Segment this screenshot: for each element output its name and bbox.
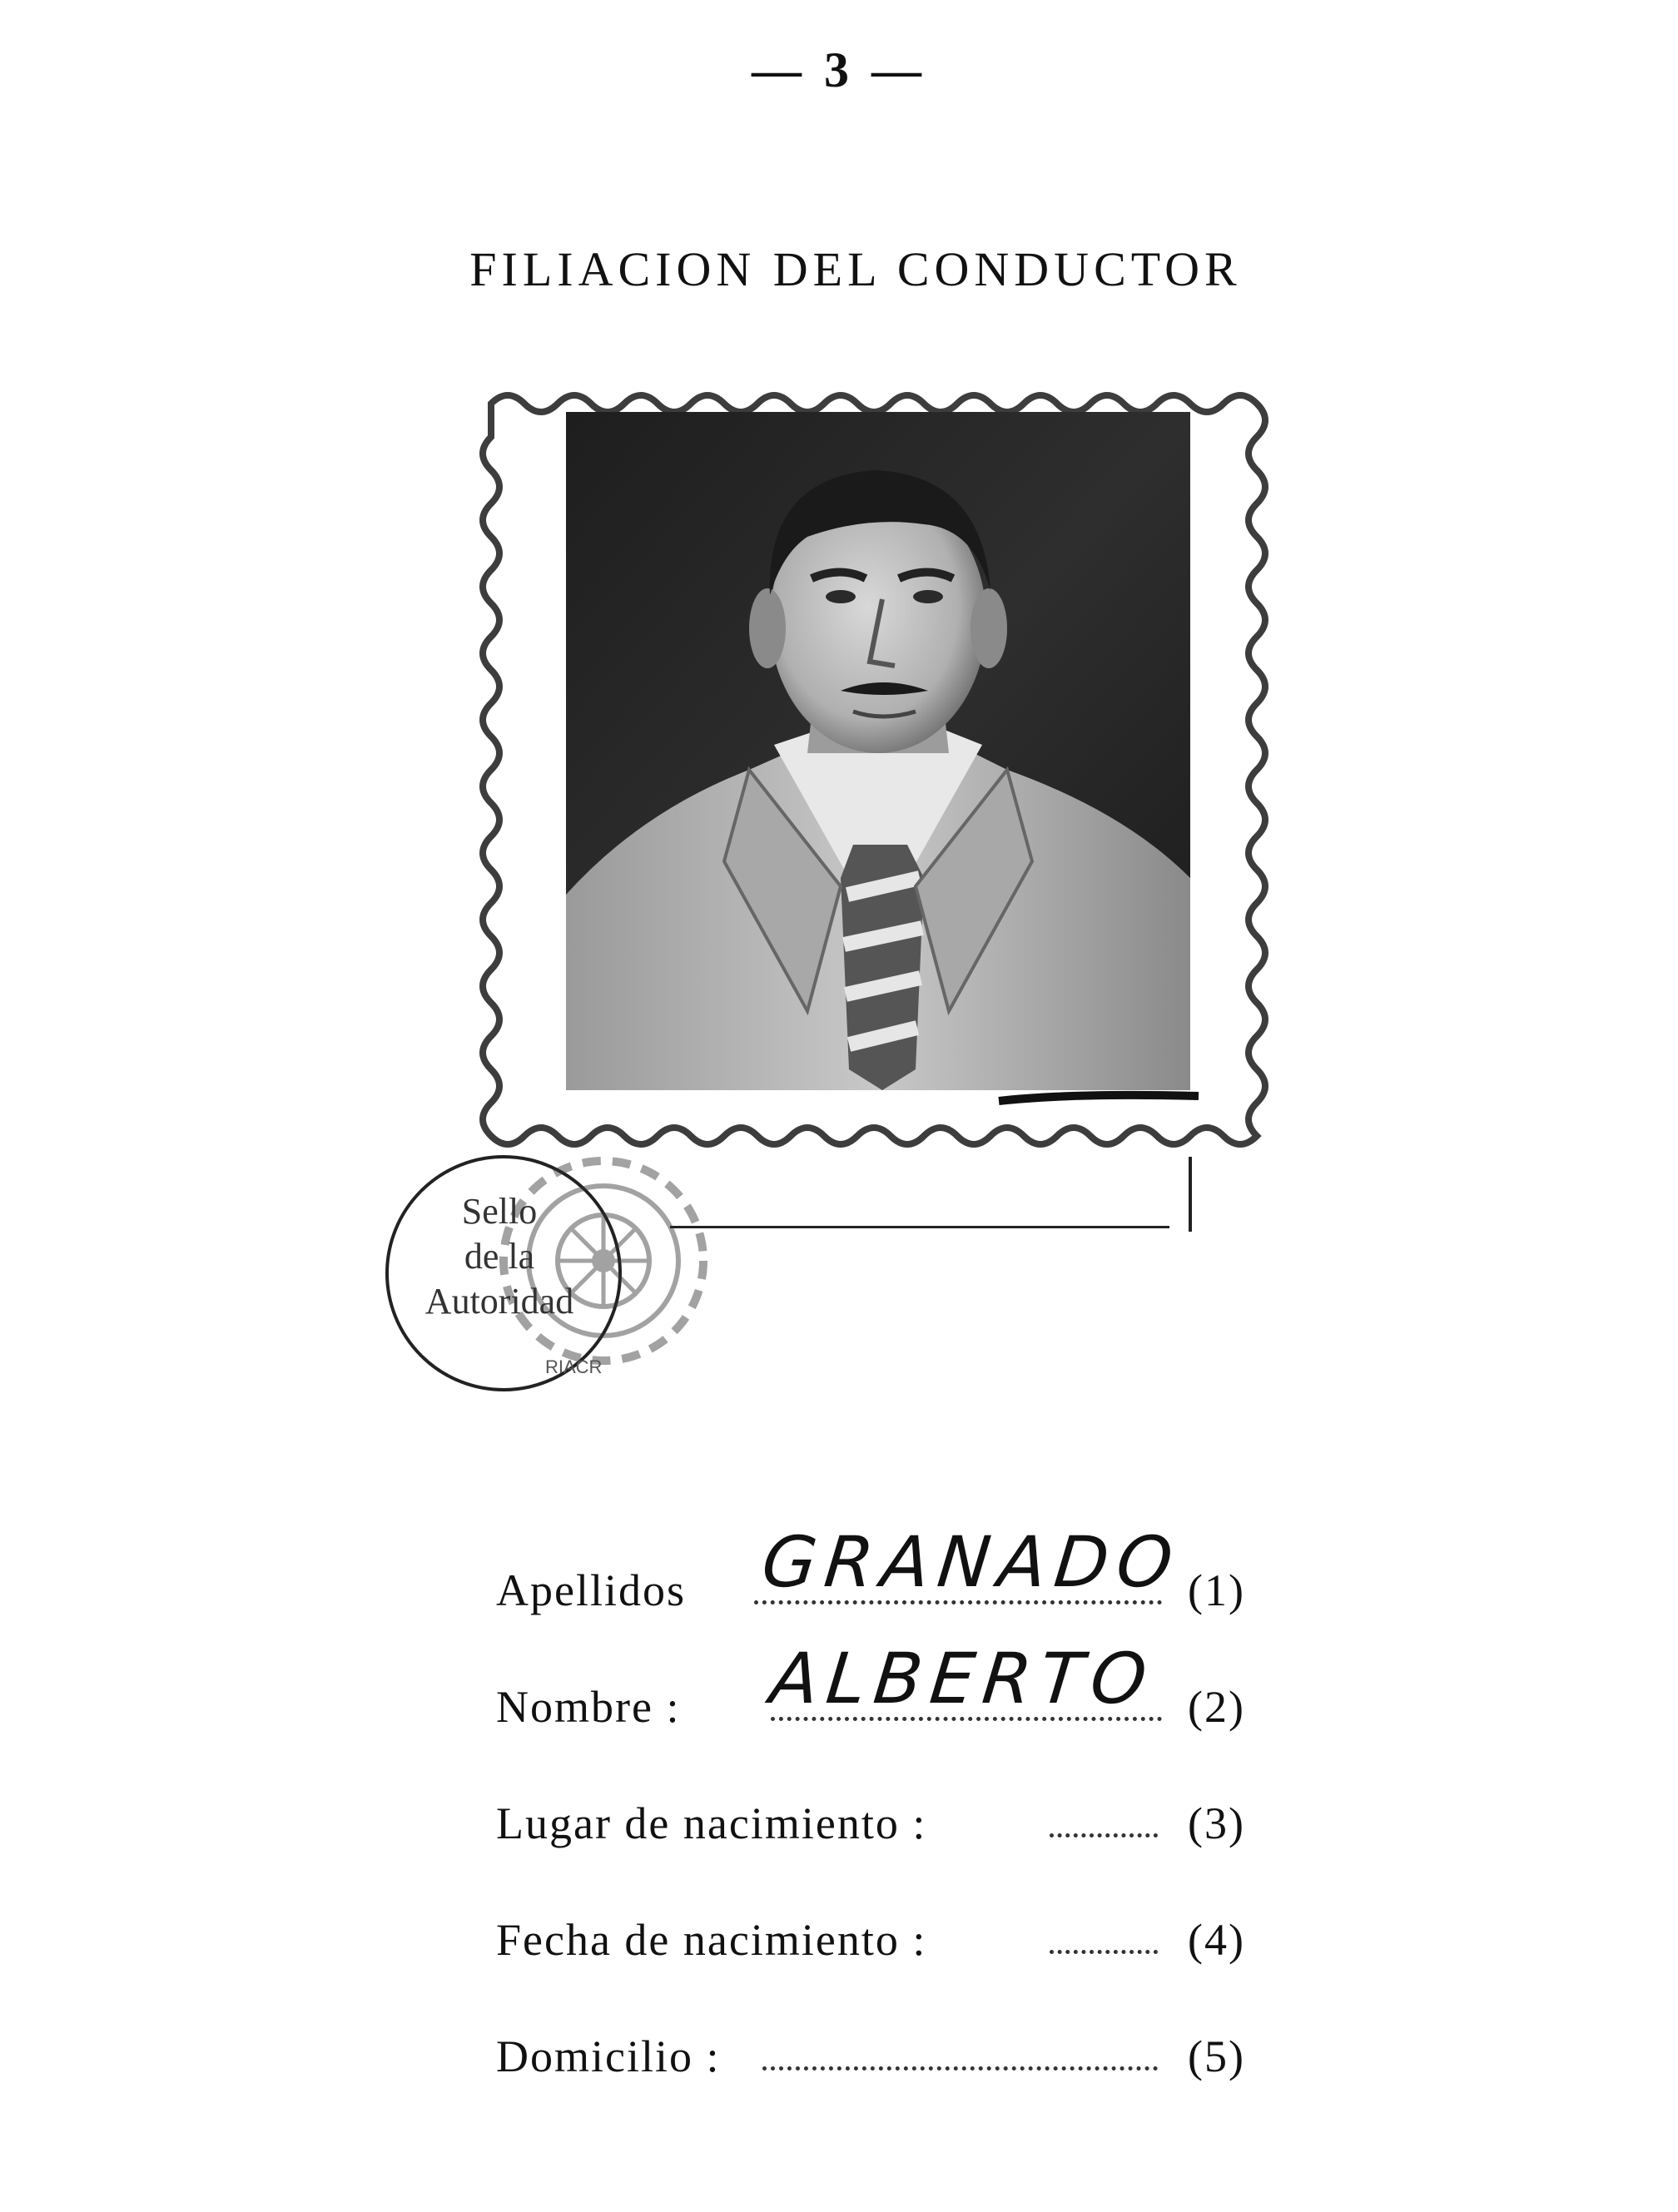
field-ref: (3) bbox=[1188, 1798, 1245, 1848]
field-nombre bbox=[496, 1638, 1245, 1739]
field-ref: (5) bbox=[1188, 2031, 1245, 2081]
portrait-photo-icon bbox=[474, 379, 1282, 1161]
field-label: Nombre : bbox=[496, 1682, 681, 1732]
signature-tick bbox=[1189, 1157, 1192, 1232]
fill-dots bbox=[1050, 1945, 1158, 1954]
seal-text: RIACR bbox=[545, 1356, 603, 1377]
stamp-label-line-1: Sello bbox=[461, 1191, 538, 1232]
field-ref: (1) bbox=[1188, 1565, 1245, 1615]
field-apellidos bbox=[496, 1521, 1245, 1623]
field-fecha-nacimiento bbox=[496, 1881, 1245, 1972]
field-label: Lugar de nacimiento : bbox=[496, 1798, 927, 1848]
page-number: — 3 — bbox=[752, 42, 926, 97]
fill-dots bbox=[762, 2061, 1158, 2071]
field-label: Domicilio : bbox=[496, 2031, 721, 2081]
handwritten-value: ALBERTO bbox=[766, 1638, 1159, 1719]
document-title: FILIACION DEL CONDUCTOR bbox=[469, 242, 1242, 296]
stamp-label-line-3: Autoridad bbox=[424, 1281, 574, 1322]
field-ref: (2) bbox=[1188, 1682, 1245, 1732]
field-lugar-nacimiento bbox=[496, 1764, 1245, 1856]
stamp-label-line-2: de la bbox=[464, 1236, 535, 1277]
field-domicilio bbox=[496, 1997, 1245, 2089]
handwritten-value: GRANADO bbox=[757, 1521, 1185, 1603]
field-label: Apellidos bbox=[496, 1565, 686, 1615]
photo-frame bbox=[474, 379, 1282, 1161]
field-label: Fecha de nacimiento : bbox=[496, 1915, 927, 1965]
authority-stamp bbox=[379, 1132, 770, 1415]
fill-dots bbox=[1050, 1828, 1158, 1838]
field-ref: (4) bbox=[1188, 1915, 1245, 1965]
